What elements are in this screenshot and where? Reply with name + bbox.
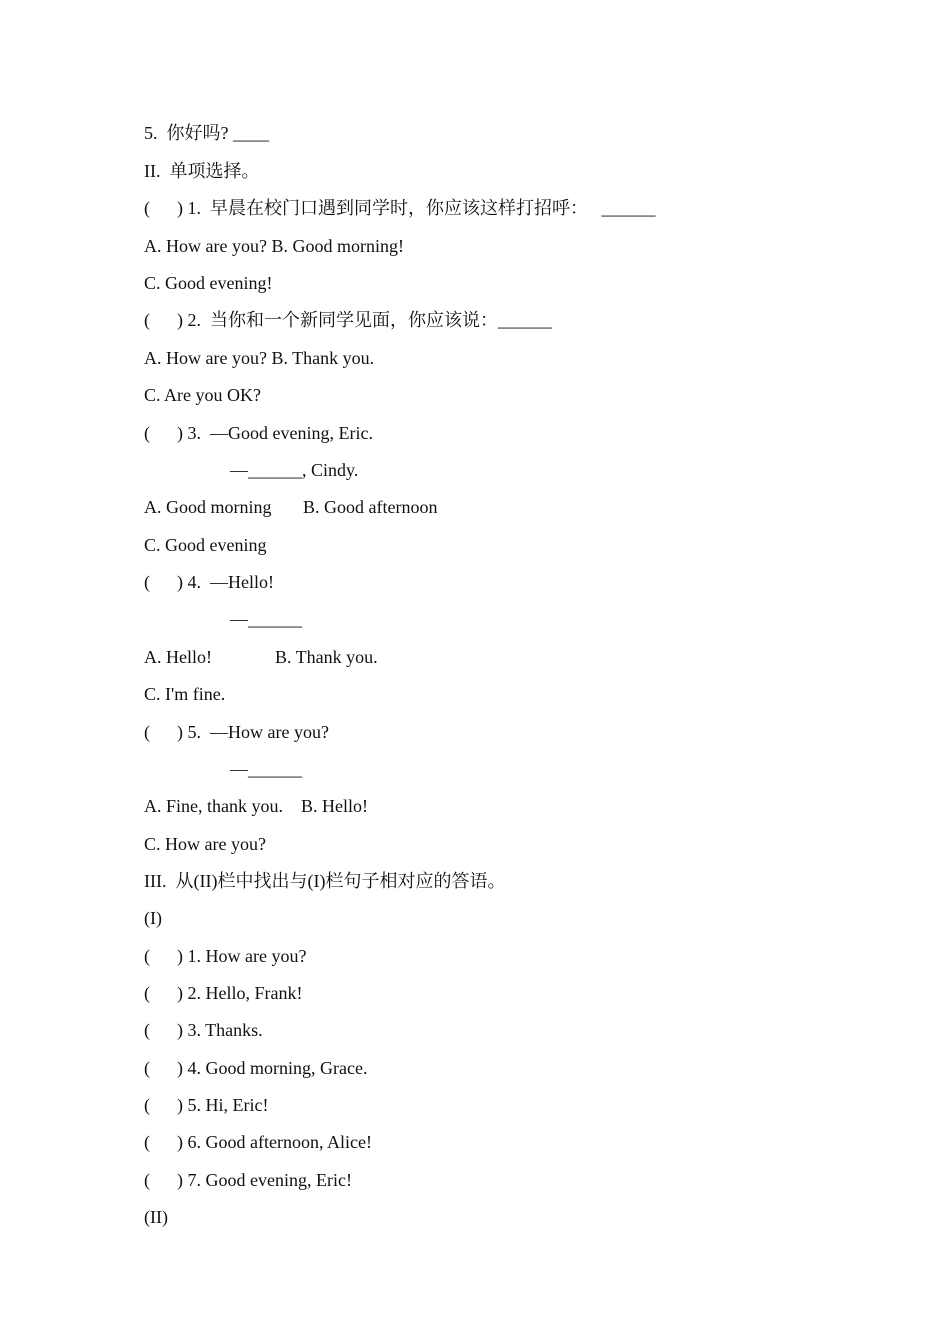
column-i-label: (I)	[144, 908, 162, 928]
column-ii-label: (II)	[144, 1207, 168, 1227]
mc-question-1-options-ab: A. How are you? B. Good morning!	[144, 236, 404, 256]
mc-question-1-option-c: C. Good evening!	[144, 273, 273, 293]
mc-question-5: ( ) 5. —How are you?	[144, 722, 329, 742]
mc-question-4-option-c: C. I'm fine.	[144, 684, 226, 704]
mc-question-3-options-ab: A. Good morning B. Good afternoon	[144, 497, 438, 517]
mc-question-3-reply: —______, Cindy.	[230, 460, 359, 480]
match-item-1: ( ) 1. How are you?	[144, 946, 307, 966]
match-item-7: ( ) 7. Good evening, Eric!	[144, 1170, 352, 1190]
mc-question-2-options-ab: A. How are you? B. Thank you.	[144, 348, 375, 368]
mc-question-1: ( ) 1. 早晨在校门口遇到同学时，你应该这样打招呼： ______	[144, 198, 656, 218]
mc-question-5-option-c: C. How are you?	[144, 834, 266, 854]
mc-question-3: ( ) 3. —Good evening, Eric.	[144, 423, 373, 443]
mc-question-2-option-c: C. Are you OK?	[144, 385, 261, 405]
mc-question-3-option-c: C. Good evening	[144, 535, 267, 555]
mc-question-4-reply: —______	[230, 609, 302, 629]
section-ii-heading: II. 单项选择。	[144, 161, 260, 181]
match-item-4: ( ) 4. Good morning, Grace.	[144, 1058, 368, 1078]
mc-question-4: ( ) 4. —Hello!	[144, 572, 274, 592]
mc-question-2: ( ) 2. 当你和一个新同学见面，你应该说：______	[144, 310, 552, 330]
mc-question-4-options-ab: A. Hello! B. Thank you.	[144, 647, 378, 667]
match-item-6: ( ) 6. Good afternoon, Alice!	[144, 1132, 372, 1152]
match-item-5: ( ) 5. Hi, Eric!	[144, 1095, 269, 1115]
mc-question-5-options-ab: A. Fine, thank you. B. Hello!	[144, 796, 368, 816]
match-item-2: ( ) 2. Hello, Frank!	[144, 983, 303, 1003]
section-iii-heading: III. 从(II)栏中找出与(I)栏句子相对应的答语。	[144, 871, 506, 891]
mc-question-5-reply: —______	[230, 759, 302, 779]
question-5-how-are-you-chinese: 5. 你好吗? ____	[144, 123, 269, 143]
match-item-3: ( ) 3. Thanks.	[144, 1020, 263, 1040]
